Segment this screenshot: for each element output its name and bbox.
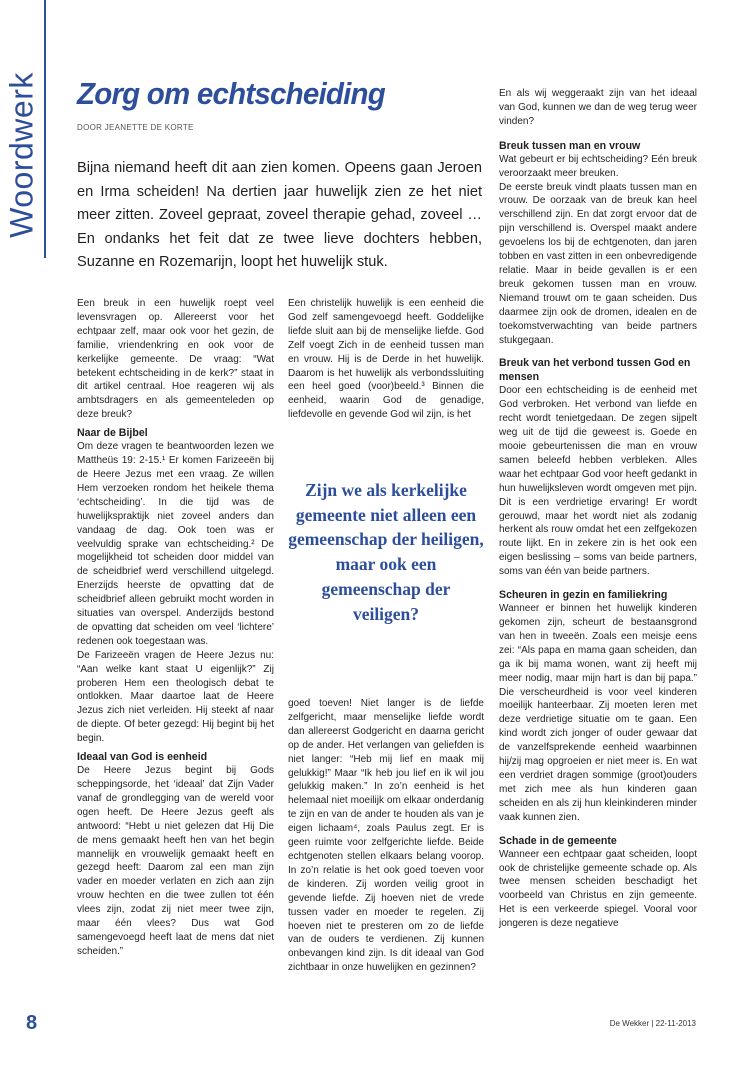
paragraph: Wat gebeurt er bij echtscheiding? Eén breuk veroorzaakt meer breuken. — [499, 153, 697, 179]
section-rule — [44, 0, 46, 258]
page-number: 8 — [26, 1012, 38, 1034]
paragraph: Een breuk in een huwelijk roept veel levensvragen op. Allereerst voor het echtpaar zelf, maar ook voor het gezin, de familie, vriendenkring en ook voor de kerkelijke gemeente. De vraag: “Wat betekent echtscheiding in de kerk?” staat in dit artikel centraal. Hoe reageren wij als ambtsdragers en als gemeenteleden op deze breuk? — [77, 298, 274, 421]
subheading-ideaal-van-god: Ideaal van God is eenheid — [77, 751, 208, 764]
section-label — [2, 60, 42, 250]
pull-quote: Zijn we als kerkelijke gemeente niet alleen een gemeenschap der heiligen, maar ook een gemeenschap der veiligen? — [288, 480, 484, 624]
column-1 — [77, 297, 274, 959]
publication-footer: De Wekker | 22-11-2013 — [609, 1019, 696, 1028]
paragraph: goed toeven! Niet langer is de liefde zelfgericht, maar menselijke liefde wordt dan allereerst Godgericht en daarna gericht op de ander. Het verlangen van geliefden is niet langer: “Heb mij lief en maak mij gelukkig!” Maar “Ik heb jou lief en ik wil jou gelukkig maken.” In zo’n eenheid is het helemaal niet moeilijk om elkaar onderdanig te zijn en van de ander te houden als van je eigen lichaam⁴, zoals Paulus zegt. Er is geen ruimte voor zelfgerichte liefde. Beide echtgenoten stellen elkaars belang voorop. In zo’n relatie is het ook goed toeven voor de kinderen. Zij worden veilig groot in gevende liefde. Zij hoeven niet de vrede tussen vader en moeder te regelen. Zij hoeven niet te presteren om zo de liefde van de ouders te verdienen. Zij kunnen onbevangen kind zijn. Is dit ideaal van God zichtbaar in onze huwelijken en gezinnen? — [288, 698, 484, 974]
paragraph: De Heere Jezus begint bij Gods scheppingsorde, het ‘ideaal’ dat Zijn Vader vanaf de grondlegging van de wereld voor ogen heeft. De Heere Jezus geeft als antwoord: “Hebt u niet gelezen dat Hij Die de mens gemaakt heeft hen van het begin mannelijk en vrouwelijk gemaakt heeft en gezegd heeft: Daarom zal een man zijn vader en moeder verlaten en zich aan zijn vrouw hechten en die twee zullen tot één vlees zijn, zodat zij niet meer twee zijn, maar één vlees? Dus wat God samengevoegd heeft laat de mens dat niet scheiden.” — [77, 765, 274, 957]
subheading-breuk-verbond: Breuk van het verbond tussen God en mensen — [499, 357, 691, 384]
article-title: Zorg om echtscheiding — [77, 76, 386, 111]
article-intro: Bijna niemand heeft dit aan zien komen. Opeens gaan Jeroen en Irma scheiden! Na dertien jaar huwelijk zien ze het niet meer zitten. Zoveel gepraat, zoveel therapie gehad, zoveel … En ondanks het feit dat ze twee lieve dochters hebben, Suzanne en Rozemarijn, loopt het huwelijk stuk. — [77, 160, 482, 270]
paragraph: Een christelijk huwelijk is een eenheid die God zelf samengevoegd heeft. Goddelijke liefde sluit aan bij de menselijke liefde. God Zelf voegt Zich in de eenheid tussen man en vrouw. Hij is de Derde in het huwelijk. Daarom is het huwelijk als verbondssluiting een heel goed (voor)beeld.³ Binnen die eenheid, waarin God de genadige, liefdevolle en gevende God wil zijn, is het — [288, 298, 484, 421]
paragraph: De Farizeeën vragen de Heere Jezus nu: “Aan welke kant staat U eigenlijk?” Zij proberen Hem een theologisch debat te ontlokken. Maar daartoe laat de Heere Jezus zich niet verleiden. Hij steekt af naar de diepte. Of beter gezegd: Hij begint bij het begin. — [77, 649, 274, 745]
article-byline: DOOR JEANETTE DE KORTE — [77, 123, 194, 132]
subheading-naar-de-bijbel: Naar de Bijbel — [77, 427, 148, 440]
paragraph: En als wij weggeraakt zijn van het ideaal van God, kunnen we dan de weg terug weer vinden? — [499, 88, 697, 127]
paragraph: Om deze vragen te beantwoorden lezen we Mattheüs 19: 2-15.¹ Er komen Farizeeën bij de Heere Jezus met een vraag. Ze willen Hem verzoeken rondom het heikele thema ‘echtscheiding’. In die tijd was de huwelijkspraktijk niet zoveel anders dan vandaag de dag. Ook toen was er veelvuldig sprake van echtscheiding.² De mogelijkheid tot scheiden door middel van de scheidbrief werd verschillend uitgelegd. Enerzijds heerste de opvatting dat de scheidbrief alleen gebruikt mocht worden in situaties van overspel. Anderzijds bestond de opvatting dat scheiden om veel ‘lichtere’ redenen ook toegestaan was. — [77, 441, 274, 647]
subheading-schade-gemeente: Schade in de gemeente — [499, 834, 617, 847]
column-2-bottom — [288, 697, 484, 975]
subheading-scheuren-gezin: Scheuren in gezin en familiekring — [499, 589, 668, 602]
paragraph: Door een echtscheiding is de eenheid met God verbroken. Het verbond van liefde en recht wordt tenietgedaan. De zegen sijpelt weg uit de tijd die geweest is. Goede en mooie gebeurtenissen die man en vrouw samen beleefd hebben verbleken. Alles waar het echtpaar God voor heeft gedankt in hun huwelijksleven wordt omgeven met pijn. Dit is een verdrietige ervaring! Er wordt gerouwd, maar het wordt niet als zodanig herkent als rouw omdat het een zelfgekozen route lijkt. En in zekere zin is het ook een eigen beslissing – soms van beide partners, soms van één van beide partners. — [499, 385, 697, 578]
column-2-top — [288, 297, 484, 422]
column-3 — [499, 87, 697, 931]
paragraph: De eerste breuk vindt plaats tussen man en vrouw. De oorzaak van de breuk kan heel verschillend zijn. En dat zorgt ervoor dat de pijn verschillend is. Overspel maakt andere gevoelens los bij de echtgenoten, dan jaren tobben en vast zitten in een onbevredigende relatie. Maar in beide gevallen is er een breuk gekomen tussen man en vrouw. Niemand trouwt om te gaan scheiden. Dus daarmee zijn ook de dromen, idealen en de toekomstverwachting van beide partners stukgegaan. — [499, 181, 697, 346]
subheading-breuk-man-vrouw: Breuk tussen man en vrouw — [499, 139, 641, 152]
section-label-text: Woordwerk — [3, 72, 40, 238]
paragraph: Wanneer een echtpaar gaat scheiden, loopt ook de christelijke gemeente schade op. Als twee mensen scheiden beschadigt het voorbeeld van Christus en zijn gemeente. Het is een verkeerde spiegel. Vooral voor jongeren is deze negatieve — [499, 848, 697, 930]
paragraph: Wanneer er binnen het huwelijk kinderen gekomen zijn, scheurt de bestaansgrond van hen in tweeën. Zoals een meisje eens zei: “Als papa en mama gaan scheiden, dan ga ik bij mama wonen, want zij heeft mij meer nodig, maar mijn hart is dan bij papa.” Die verscheurdheid is voor veel kinderen moeilijk hanteerbaar. Zij moeten leren met deze verdrietige situatie om te gaan. Een kind wordt zich jonger of ouder gewaar dat de vanzelfsprekende eenheid waarbinnen hij/zij mag opgroeien er niet meer is. En wat een verdriet dragen sommige (groot)ouders met zich mee als hun kinderen gaan scheiden en als zij hun kleinkinderen minder vaak kunnen zien. — [499, 603, 697, 823]
